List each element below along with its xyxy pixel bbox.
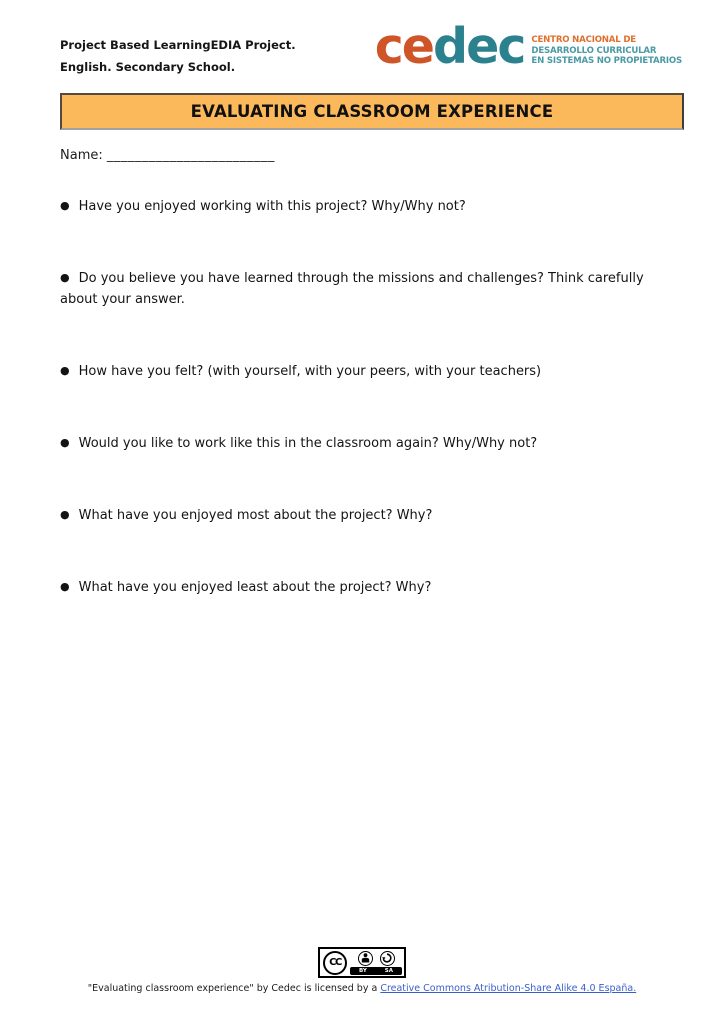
question-text-3: How have you felt? (with yourself, with your peers, with your teachers) [78, 364, 542, 379]
cedec-wordmark-ce: ce [374, 18, 434, 75]
question-text-6: What have you enjoyed least about the project? Why? [78, 580, 432, 595]
question-item-2 [60, 268, 684, 310]
page-title: EVALUATING CLASSROOM EXPERIENCE [190, 102, 554, 121]
name-label: Name: [60, 148, 103, 163]
title-banner [60, 93, 684, 130]
header-line-1: Project Based LearningEDIA Project. [60, 38, 296, 52]
bullet-icon: ● [60, 436, 70, 449]
question-text-5: What have you enjoyed most about the project? Why? [78, 508, 433, 523]
question-item-4 [60, 433, 684, 454]
cedec-tagline [531, 35, 682, 67]
cedec-logo [374, 18, 682, 75]
page-footer [0, 947, 724, 994]
license-line [0, 983, 724, 994]
cedec-tagline-line3: EN SISTEMAS NO PROPIETARIOS [531, 56, 682, 67]
bullet-icon: ● [60, 199, 70, 212]
name-blank-line[interactable]: ________________________ [106, 148, 275, 163]
cedec-wordmark [374, 18, 525, 75]
header-line-2: English. Secondary School. [60, 60, 236, 74]
license-text: "Evaluating classroom experience" by Cedec is licensed by a [87, 983, 381, 994]
bullet-icon: ● [60, 508, 70, 521]
cc-badge-band [350, 967, 402, 975]
question-item-1 [60, 196, 684, 217]
cedec-tagline-line1: CENTRO NACIONAL DE [531, 35, 636, 46]
license-link[interactable]: Creative Commons Atribution-Share Alike 4.0 España. [380, 983, 637, 994]
cc-by-sa-badge[interactable] [318, 947, 406, 978]
question-item-3 [60, 361, 684, 382]
question-text-1: Have you enjoyed working with this project? Why/Why not? [78, 199, 466, 214]
cc-logo-icon: CC [323, 951, 347, 975]
bullet-icon: ● [60, 364, 70, 377]
cc-sa-label: SA [384, 967, 394, 974]
cedec-tagline-line2: DESARROLLO CURRICULAR [531, 45, 657, 56]
cc-by-label: BY [358, 967, 367, 974]
bullet-icon: ● [60, 580, 70, 593]
bullet-icon: ● [60, 271, 70, 284]
question-text-4: Would you like to work like this in the classroom again? Why/Why not? [78, 436, 538, 451]
question-item-5 [60, 505, 684, 526]
question-item-6 [60, 577, 684, 598]
question-list [60, 196, 684, 598]
project-header-text [60, 30, 296, 78]
cc-share-alike-arrow-icon [380, 951, 395, 966]
cc-attribution-person-icon [358, 951, 373, 966]
cedec-wordmark-dec: dec [433, 18, 525, 75]
question-text-2: Do you believe you have learned through the missions and challenges? Think carefully about your answer. [60, 271, 644, 307]
name-field[interactable] [60, 148, 684, 163]
page-header [60, 18, 684, 78]
